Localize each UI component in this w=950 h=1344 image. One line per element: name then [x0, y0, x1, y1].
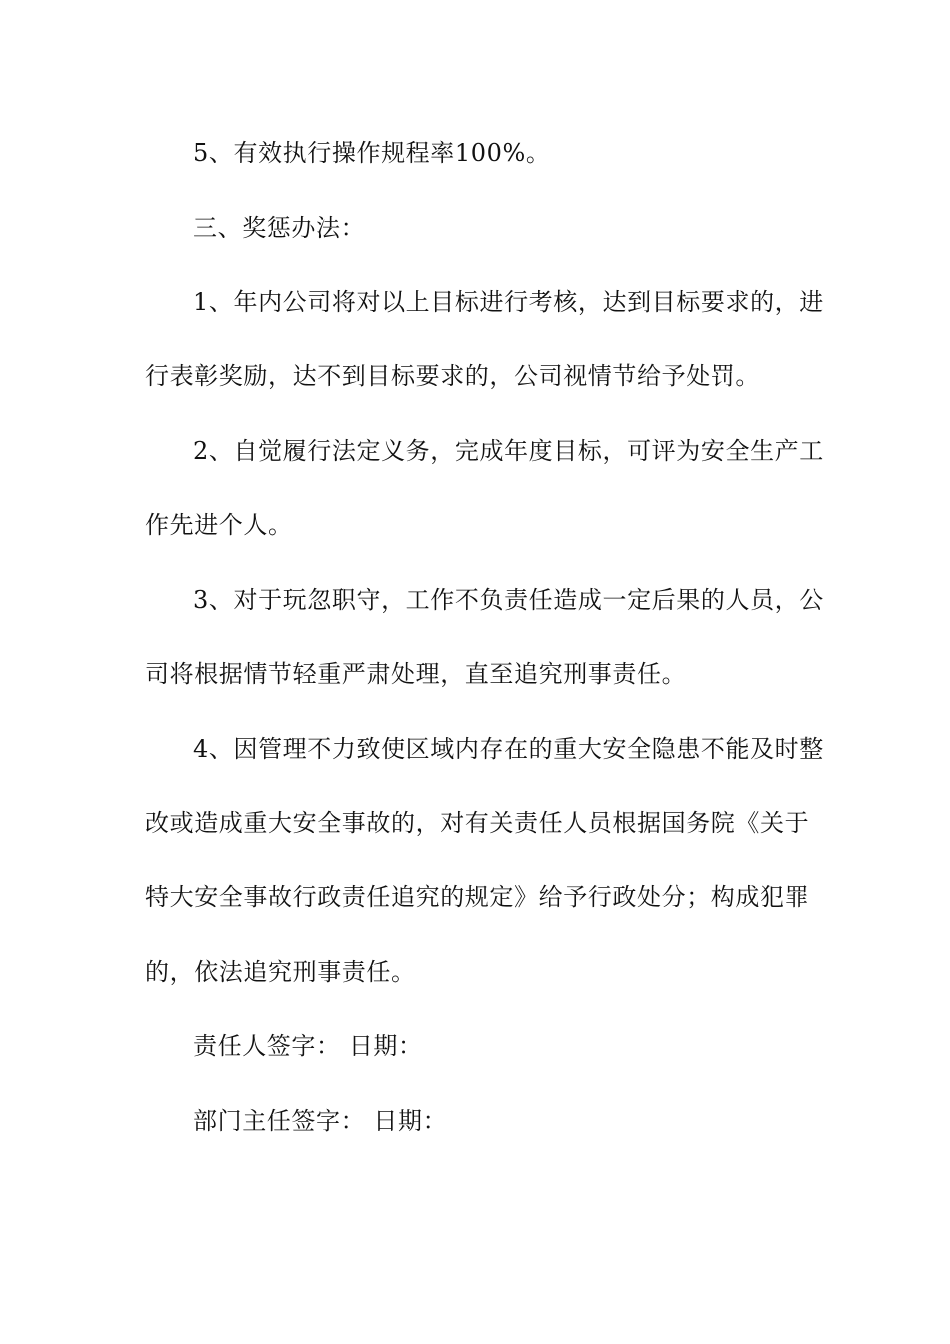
rule-3-line-2: 司将根据情节轻重严肃处理，直至追究刑事责任。	[145, 660, 687, 688]
responsible-person-signature: 责任人签字： 日期：	[193, 1032, 423, 1060]
rule-4-line-2: 改或造成重大安全事故的，对有关责任人员根据国务院《关于	[145, 809, 810, 837]
rule-4-line-1: 4、因管理不力致使区域内存在的重大安全隐患不能及时整	[193, 735, 824, 763]
rule-2-line-2: 作先进个人。	[145, 511, 293, 539]
rule-4-line-3: 特大安全事故行政责任追究的规定》给予行政处分；构成犯罪	[145, 883, 810, 911]
rule-1-line-1: 1、年内公司将对以上目标进行考核，达到目标要求的，进	[193, 288, 824, 316]
department-head-signature: 部门主任签字： 日期：	[193, 1107, 448, 1135]
rule-1-line-2: 行表彰奖励，达不到目标要求的，公司视情节给予处罚。	[145, 362, 760, 390]
item-5-line: 5、有效执行操作规程率100%。	[193, 139, 551, 167]
rule-3-line-1: 3、对于玩忽职守，工作不负责任造成一定后果的人员，公	[193, 586, 824, 614]
rule-4-line-4: 的，依法追究刑事责任。	[145, 958, 416, 986]
section-3-heading: 三、奖惩办法：	[193, 214, 366, 242]
rule-2-line-1: 2、自觉履行法定义务，完成年度目标，可评为安全生产工	[193, 437, 824, 465]
